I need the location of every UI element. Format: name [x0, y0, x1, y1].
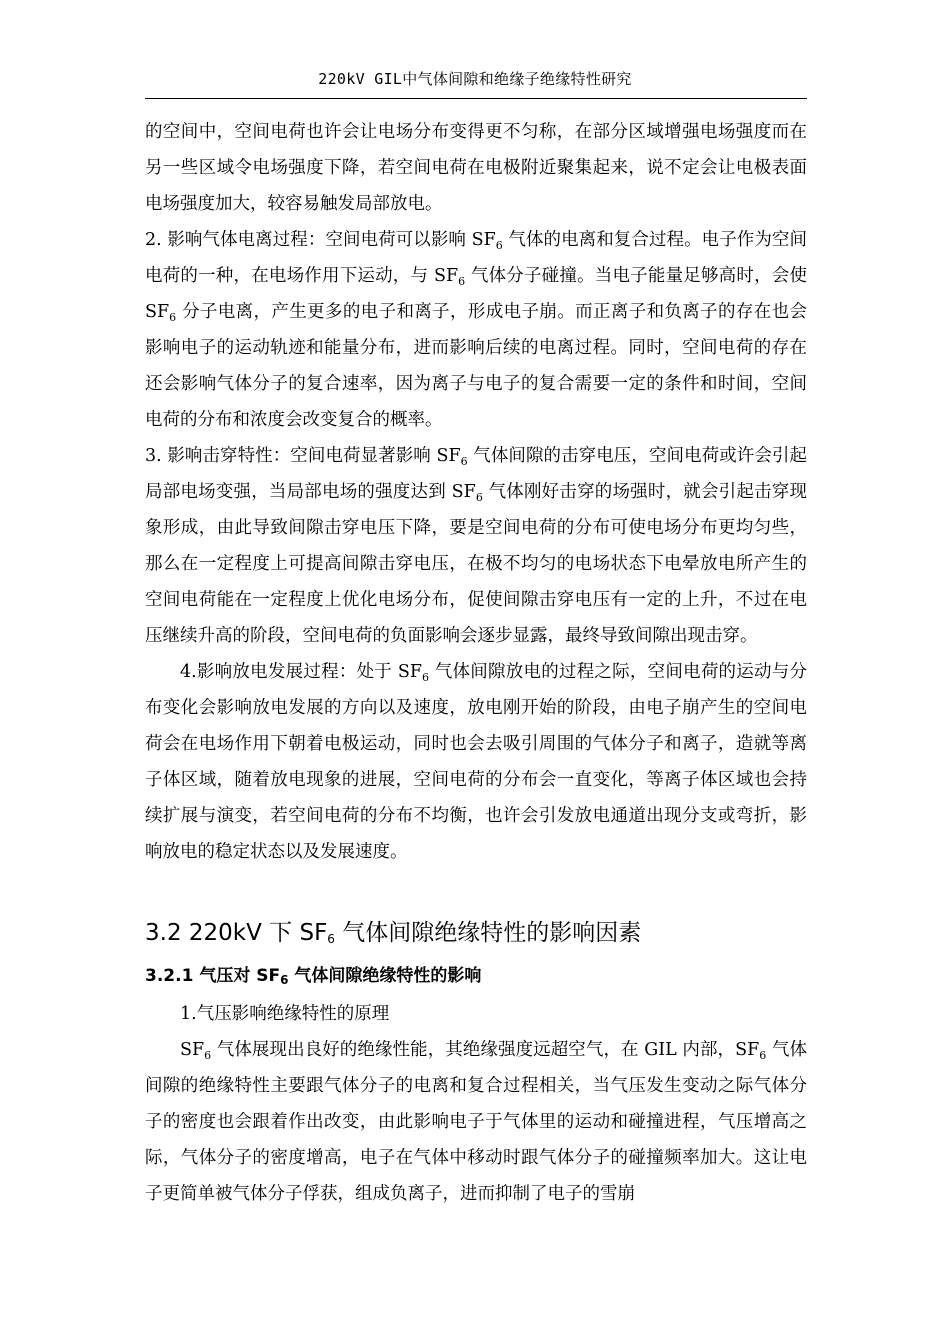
section-heading: 3.2 220kV 下 $SF_6$ 气体间隙绝缘特性的影响因素: [145, 920, 642, 946]
paragraph-2: 2. 影响气体电离过程：空间电荷可以影响 $SF_6$ 气体的电离和复合过程。电子作为空间电荷的一种，在电场作用下运动，与 $SF_6$ 气体分子碰撞。当电子能量足够高时，会使 $SF_6$ 分子电离，产生更多的电子和离子，形成电子崩。而正离子和负离子的存在也会影响电子的运动轨迹和能量分布，进而影响后续的电离过程。同时，空间电荷的存在还会影响气体分子的复合速率，因为离子与电子的复合需要一定的条件和时间，空间电荷的分布和浓度会改变复合的概率。: [145, 230, 808, 430]
running-header: 220kV GIL中气体间隙和绝缘子绝缘特性研究: [318, 70, 632, 88]
header-divider: [145, 98, 807, 99]
subsection-heading: 3.2.1 气压对 $SF_6$ 气体间隙绝缘特性的影响: [145, 966, 482, 987]
paragraph-3: 3. 影响击穿特性：空间电荷显著影响 $SF_6$ 气体间隙的击穿电压，空间电荷或许会引起局部电场变强，当局部电场的强度达到 $SF_6$ 气体刚好击穿的场强时，就会引起击穿现象形成，由此导致间隙击穿电压下降，要是空间电荷的分布可使电场分布更均匀些，那么在一定程度上可提高间隙击穿电压，在极不均匀的电场状态下电晕放电所产生的空间电荷能在一定程度上优化电场分布，促使间隙击穿电压有一定的上升，不过在电压继续升高的阶段，空间电荷的负面影响会逐步显露，最终导致间隙出现击穿。: [145, 446, 807, 646]
body-content: [145, 114, 807, 1212]
paragraph-6: $SF_6$ 气体展现出良好的绝缘性能，其绝缘强度远超空气，在 GIL 内部，$SF_6$ 气体间隙的绝缘特性主要跟气体分子的电离和复合过程相关，当气压发生变动之际气体分子的密度也会跟着作出改变，由此影响电子于气体里的运动和碰撞进程，气压增高之际，气体分子的密度增高，电子在气体中移动时跟气体分子的碰撞频率加大。这让电子更简单被气体分子俘获，组成负离子，进而抑制了电子的雪崩: [145, 1040, 807, 1204]
paragraph-5: 1.气压影响绝缘特性的原理: [180, 1004, 390, 1024]
paragraph-1: 的空间中，空间电荷也许会让电场分布变得更不匀称，在部分区域增强电场强度而在另一些区域令电场强度下降，若空间电荷在电极附近聚集起来，说不定会让电极表面电场强度加大，较容易触发局部放电。: [145, 122, 807, 214]
paragraph-4: 4.影响放电发展过程：处于 $SF_6$ 气体间隙放电的过程之际，空间电荷的运动与分布变化会影响放电发展的方向以及速度，放电刚开始的阶段，由电子崩产生的空间电荷会在电场作用下朝着电极运动，同时也会去吸引周围的气体分子和离子，造就等离子体区域，随着放电现象的进展，空间电荷的分布会一直变化，等离子体区域也会持续扩展与演变，若空间电荷的分布不均衡，也许会引发放电通道出现分支或弯折，影响放电的稳定状态以及发展速度。: [145, 662, 808, 862]
